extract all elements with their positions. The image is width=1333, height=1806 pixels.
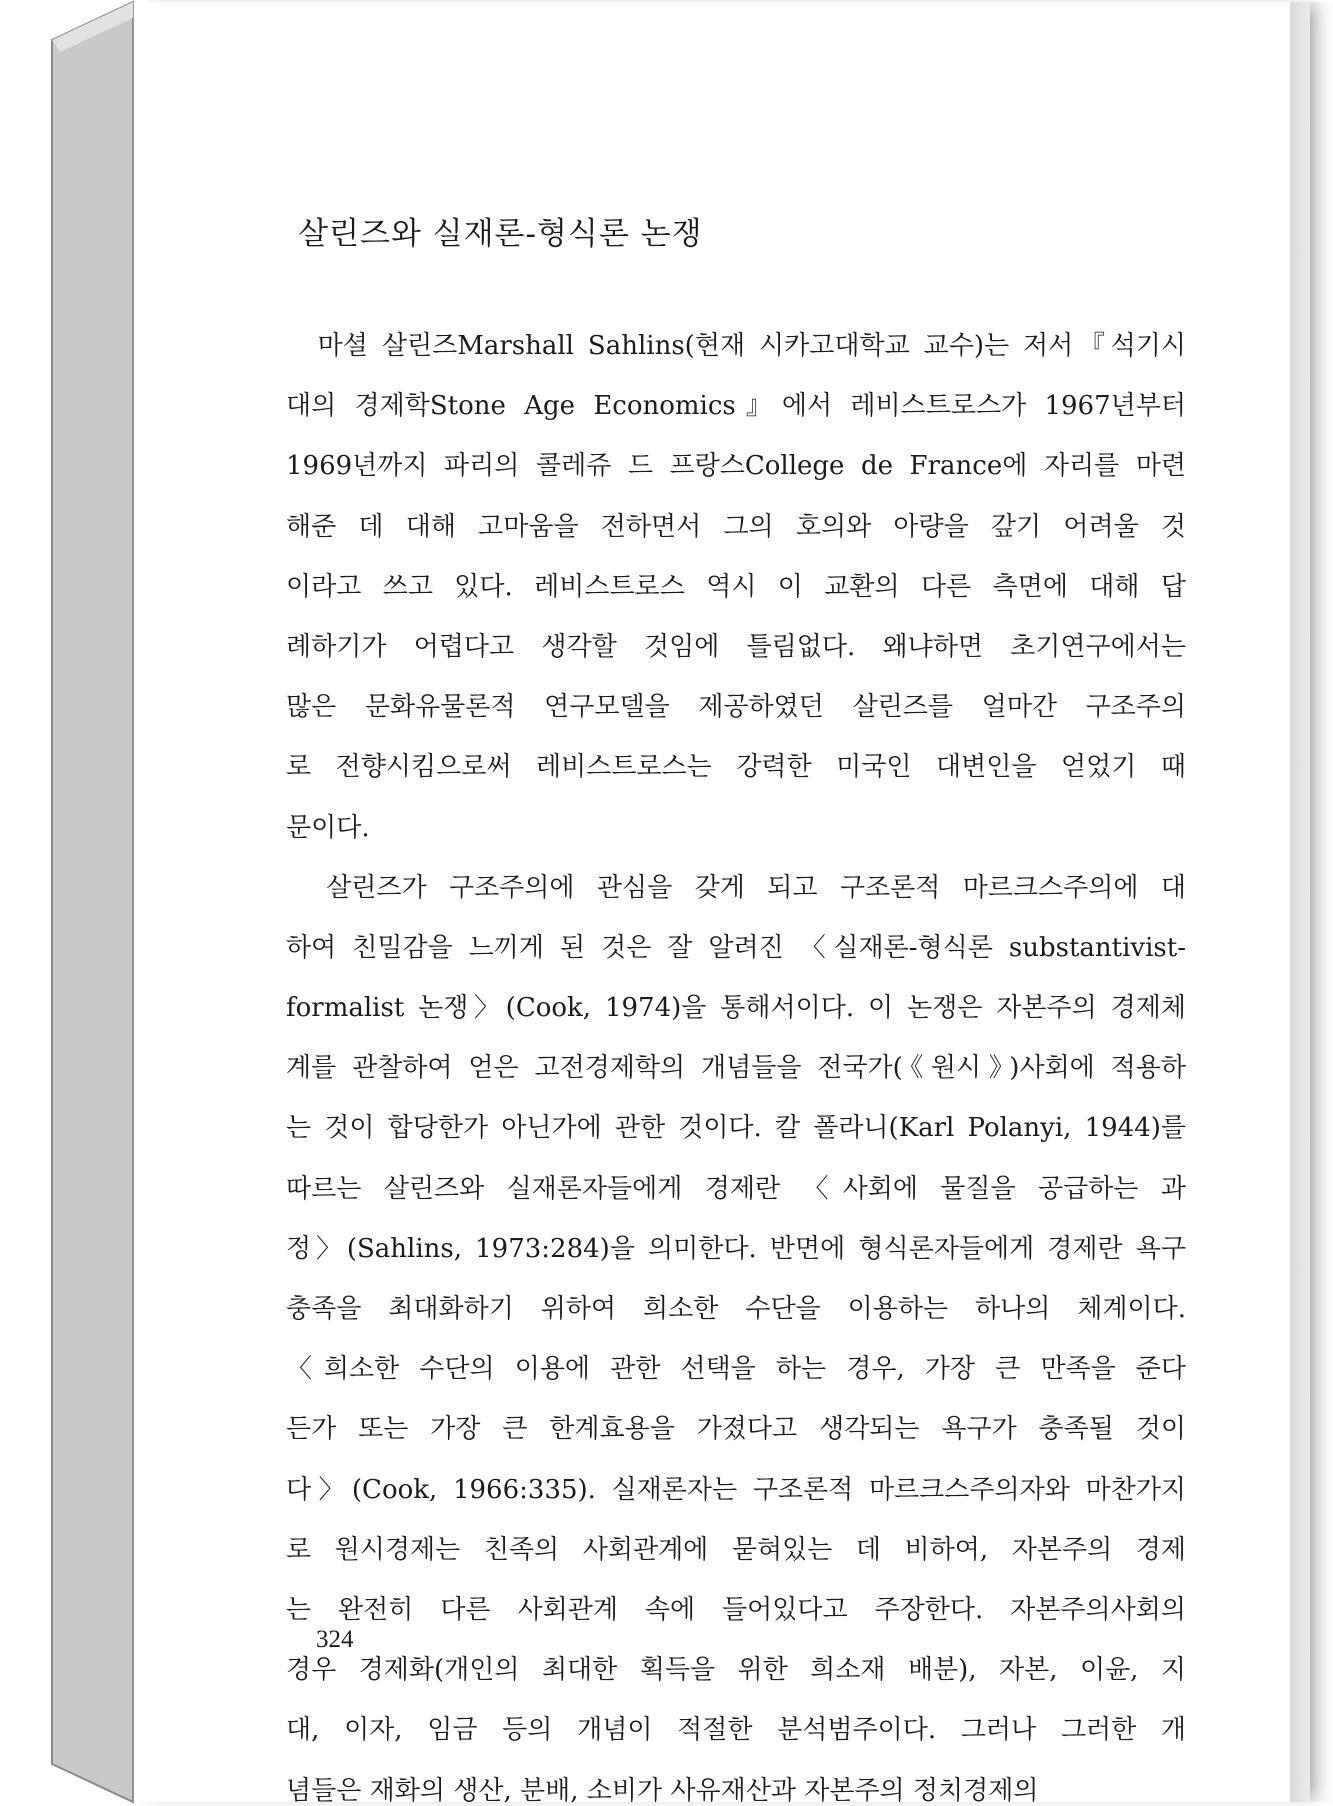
text-line: 다〉(Cook, 1966:335). 실재론자는 구조론적 마르크스주의자와 마찬가지 <box>286 1474 1186 1505</box>
text-line: 충족을 최대화하기 위하여 희소한 수단을 이용하는 하나의 체계이다. <box>286 1294 1186 1324</box>
text-line: 이라고 쓰고 있다. 레비스트로스 역시 이 교환의 다른 측면에 대해 답 <box>286 571 1186 602</box>
section-heading: 살린즈와 실재론-형식론 논쟁 <box>298 216 703 252</box>
text-line: 로 전향시킴으로써 레비스트로스는 강력한 미국인 대변인을 얻었기 때 <box>286 752 1186 783</box>
text-line: 는 완전히 다른 사회관계 속에 들어있다고 주장한다. 자본주의사회의 <box>286 1594 1186 1625</box>
text-line: 정〉(Sahlins, 1973:284)을 의미한다. 반면에 형식론자들에게 경제란 욕구 <box>286 1233 1186 1264</box>
page-number: 324 <box>316 1626 354 1653</box>
text-line: 든가 또는 가장 큰 한계효용을 가졌다고 생각되는 욕구가 충족될 것이 <box>286 1414 1186 1445</box>
text-line: 해준 데 대해 고마움을 전하면서 그의 호의와 아량을 갚기 어려울 것 <box>286 511 1186 542</box>
text-line: 1969년까지 파리의 콜레쥬 드 프랑스College de France에 자리를 마련 <box>286 451 1186 482</box>
text-line: formalist 논쟁〉(Cook, 1974)을 통해서이다. 이 논쟁은 자본주의 경제체 <box>286 993 1186 1024</box>
text-line: 많은 문화유물론적 연구모델을 제공하였던 살린즈를 얼마간 구조주의 <box>286 692 1186 723</box>
text-line: 대의 경제학Stone Age Economics』에서 레비스트로스가 1967년부터 <box>286 391 1186 422</box>
text-line: 대, 이자, 임금 등의 개념이 적절한 분석범주이다. 그러나 그러한 개 <box>286 1715 1186 1746</box>
body-text <box>286 316 1186 1806</box>
text-line: 는 것이 합당한가 아닌가에 관한 것이다. 칼 폴라니(Karl Polanyi, 1944)를 <box>286 1113 1186 1144</box>
text-line: 례하기가 어렵다고 생각할 것임에 틀림없다. 왜냐하면 초기연구에서는 <box>286 631 1186 662</box>
text-line: 경우 경제화(개인의 최대한 획득을 위한 희소재 배분), 자본, 이윤, 지 <box>286 1655 1186 1686</box>
text-line: 문이다. <box>286 812 370 843</box>
text-line: 따르는 살린즈와 실재론자들에게 경제란 〈사회에 물질을 공급하는 과 <box>286 1173 1186 1204</box>
text-line: 마셜 살린즈Marshall Sahlins(현재 시카고대학교 교수)는 저서『석기시 <box>286 331 1186 361</box>
page-edge-shadow <box>1290 2 1333 1802</box>
text-line: 념들은 재화의 생산, 분배, 소비가 사유재산과 자본주의 정치경제의 <box>286 1775 1039 1806</box>
text-line: 계를 관찰하여 얻은 고전경제학의 개념들을 전국가(《원시》)사회에 적용하 <box>286 1053 1186 1084</box>
text-line: 하여 친밀감을 느끼게 된 것은 잘 알려진 〈실재론-형식론 substantivist- <box>286 932 1186 963</box>
text-line: 로 원시경제는 친족의 사회관계에 묻혀있는 데 비하여, 자본주의 경제 <box>286 1534 1186 1565</box>
text-line: 살린즈가 구조주의에 관심을 갖게 되고 구조론적 마르크스주의에 대 <box>286 872 1186 903</box>
text-line: 〈희소한 수단의 이용에 관한 선택을 하는 경우, 가장 큰 만족을 준다 <box>286 1354 1186 1385</box>
